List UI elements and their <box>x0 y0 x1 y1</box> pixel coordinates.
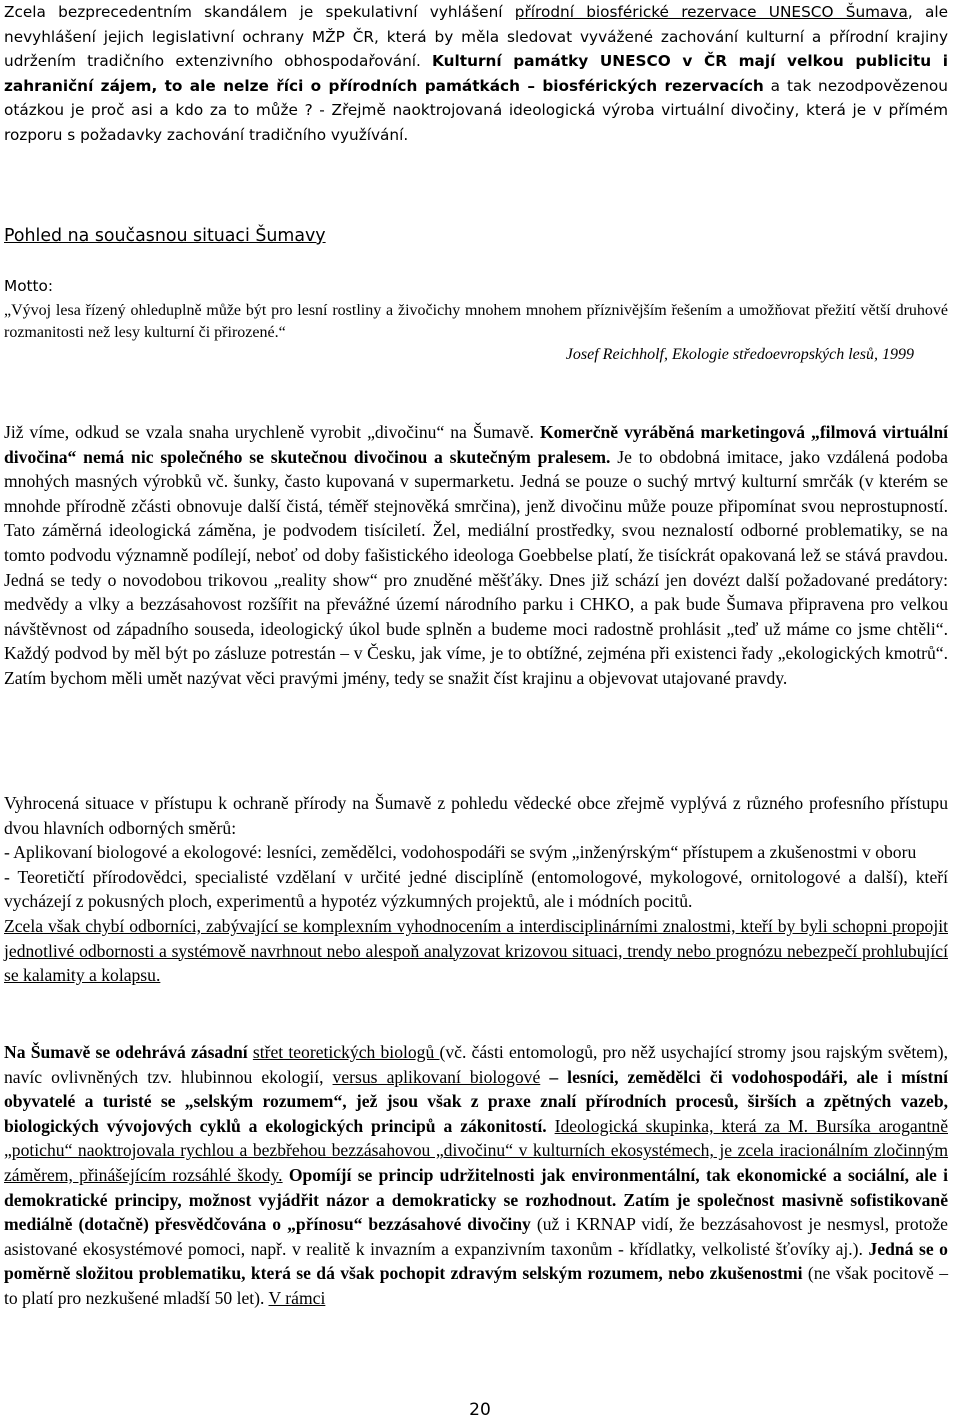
biosphere-reserve-link[interactable]: přírodní biosférické rezervace UNESCO Šumava <box>514 3 908 21</box>
paragraph-directions <box>4 791 948 988</box>
intro-text-1: Zcela bezprecedentním skandálem je spekulativní vyhlášení <box>4 3 515 21</box>
intro-text-2: , ale nevyhlášení jejich legislativní ochrany MŽP ČR, která by měla sledovat vyvážené zachování kulturní a přírodní krajiny udržením tradičního extenzivního obhospodařování. <box>4 3 948 71</box>
para2-line-2: - Aplikovaní biologové a ekologové: lesníci, zemědělci, vodohospodáři se svým „inženýrským“ přístupem a zkušenostmi v oboru <box>4 842 917 863</box>
para3-text-3: (ne však pocitově – to platí pro nezkušené mladší 50 let). <box>4 1263 949 1308</box>
para2-line-3: - Teoretičtí přírodovědci, specialisté vzdělaní v určité jedné disciplíně (entomologové, mykologové, ornitologové a další), kteří vycházejí z pokusných ploch, experimentů a hypotéz výzkumných projektů, ale i módních pocitů. <box>4 866 948 912</box>
para1-text-2: Je to obdobná imitace, jako vzdálená podoba mnohých masných výrobků vč. šunky, často kupovaná v supermarketu. Jedná se pouze o suchý mrtvý kulturní smrčák (v kterém se mnohde přírodně zčásti obnovuje další čistá, téměř stejnověká smrčina), jenž divočinu může pouze připomínat svou neprostupností. Tato záměrná ideologická záměna, je podvodem tisíciletí. Žel, mediální prostředky, svou neznalostí odborné problematiky, se na tomto podvodu významně podílejí, neboť od doby fašistického ideologa Goebbelse platí, že tisíckrát opakovaná lež se stává pravdou. Jedná se tedy o novodobou trikovou „reality show“ pro znuděné měšťáky. Dnes již schází jen dovézt další požadované predátory: medvědy a vlky a bezzásahovost rozšířit na převážné území národního parku i CHKO, a pak bude Šumava připravena pro velkou návštěvnost od západního souseda, ideologický úkol bude splněn a budeme moci radostně prohlásit „teď už máme co jsme chtěli“. Každý podvod by měl být po zásluze potrestán – v Česku, jak víme, je to obtížné, zejména při existenci řady „ekologických kmotrů“. Zatím bychom měli umět nazývat věci pravými jmény, tedy se snažit číst krajinu a objevovat utajované pravdy. <box>4 446 948 688</box>
para3-bold-2: – lesníci, zemědělci či vodohospodáři, ale i místní obyvatelé a turisté se „selským rozumem“, jež jsou však z praxe znalí přírodních procesů, širších a zpětných vazeb, biologických vývojových cyklů a ekologických principů a zákonitostí. <box>4 1066 948 1136</box>
para3-bold-3: Opomíjí se princip udržitelnosti jak environmentální, tak ekonomické a sociální, ale i demokratické principy, možnost vyjádřit názor a demokraticky se rozhodnout. Zatím je společnost masivně sofistikovaně mediálně (dotačně) přesvědčována o „přínosu“ bezzásahové divočiny <box>4 1164 948 1235</box>
para3-text-2: (už i KRNAP vidí, že bezzásahovost je nesmysl, protože asistované ekosystémové pomoci, např. v realitě k invazním a expanzivním taxonům - křídlatky, velkolisté šťovíky aj.). <box>4 1214 948 1259</box>
para2-line-1: Vyhrocená situace v přístupu k ochraně přírody na Šumavě z pohledu vědecké obce zřejmě vyplývá z různého profesního přístupu dvou hlavních odborných směrů: <box>4 793 948 838</box>
para3-underline-1: střet teoretických biologů <box>252 1042 440 1062</box>
motto-quote: „Vývoj lesa řízený ohleduplně může být pro lesní rostliny a živočichy mnohem mnohem příznivějším řešením a umožňovat přežití větší druhové rozmanitosti než lesy kulturní či přirozené.“ <box>4 302 948 341</box>
paragraph-divocina <box>4 420 948 691</box>
para3-bold-1: Na Šumavě se odehrává zásadní <box>4 1042 248 1062</box>
para3-underline-2: versus aplikovaní biologové <box>332 1066 541 1087</box>
page-number: 20 <box>469 1400 491 1420</box>
intro-text-3: a tak nezodpovězenou otázkou je proč asi a kdo za to může ? - Zřejmě naoktrojovaná ideologická výroba virtuální divočiny, která je v přímém rozporu s požadavky zachování tradičního využívání. <box>4 76 948 144</box>
para3-underline-3: Ideologická skupinka, která za M. Bursíka arogantně „potichu“ naoktrojovala rychlou a bezbřehou bezzásahovou „divočinu“ v kulturních ekosystémech, je zcela iracionálním zločinným záměrem, přinášejícím rozsáhlé škody. <box>4 1115 948 1185</box>
para2-underlined: Zcela však chybí odborníci, zabývající se komplexním vyhodnocením a interdisciplinárními znalostmi, kteří by byli schopni propojit jednotlivé odbornosti a systémově navrhnout nebo alespoň analyzovat krizovou situaci, trendy nebo prognózu nebezpečí prohlubující se kalamity a kolapsu. <box>4 915 948 986</box>
motto-label: Motto: <box>4 277 54 295</box>
para1-text-1: Již víme, odkud se vzala snaha urychleně vyrobit „divočinu“ na Šumavě. <box>4 422 540 442</box>
intro-paragraph <box>4 0 948 148</box>
para3-text-1: (vč. části entomologů, pro něž usychající stromy jsou rajským světem), navíc ovlivněných tzv. hlubinnou ekologií, <box>4 1042 948 1087</box>
para3-bold-4: Jedná se o poměrně složitou problematiku, která se dá však pochopit zdravým selským rozumem, nebo zkušenostmi <box>4 1238 948 1284</box>
para3-underline-4: V rámci <box>268 1287 326 1308</box>
intro-bold-1: Kulturní památky UNESCO v ČR mají velkou publicitu i zahraniční zájem, to ale nelze říci o přírodních památkách – biosférických rezervacích <box>4 52 948 95</box>
paragraph-conflict <box>4 1040 948 1311</box>
para1-bold-1: Komerčně vyráběná marketingová „filmová virtuální divočina“ nemá nic společného se skutečnou divočinou a skutečným pralesem. <box>4 422 948 467</box>
section-heading: Pohled na současnou situaci Šumavy <box>4 226 326 246</box>
motto-source: Josef Reichholf, Ekologie středoevropských lesů, 1999 <box>565 346 914 363</box>
